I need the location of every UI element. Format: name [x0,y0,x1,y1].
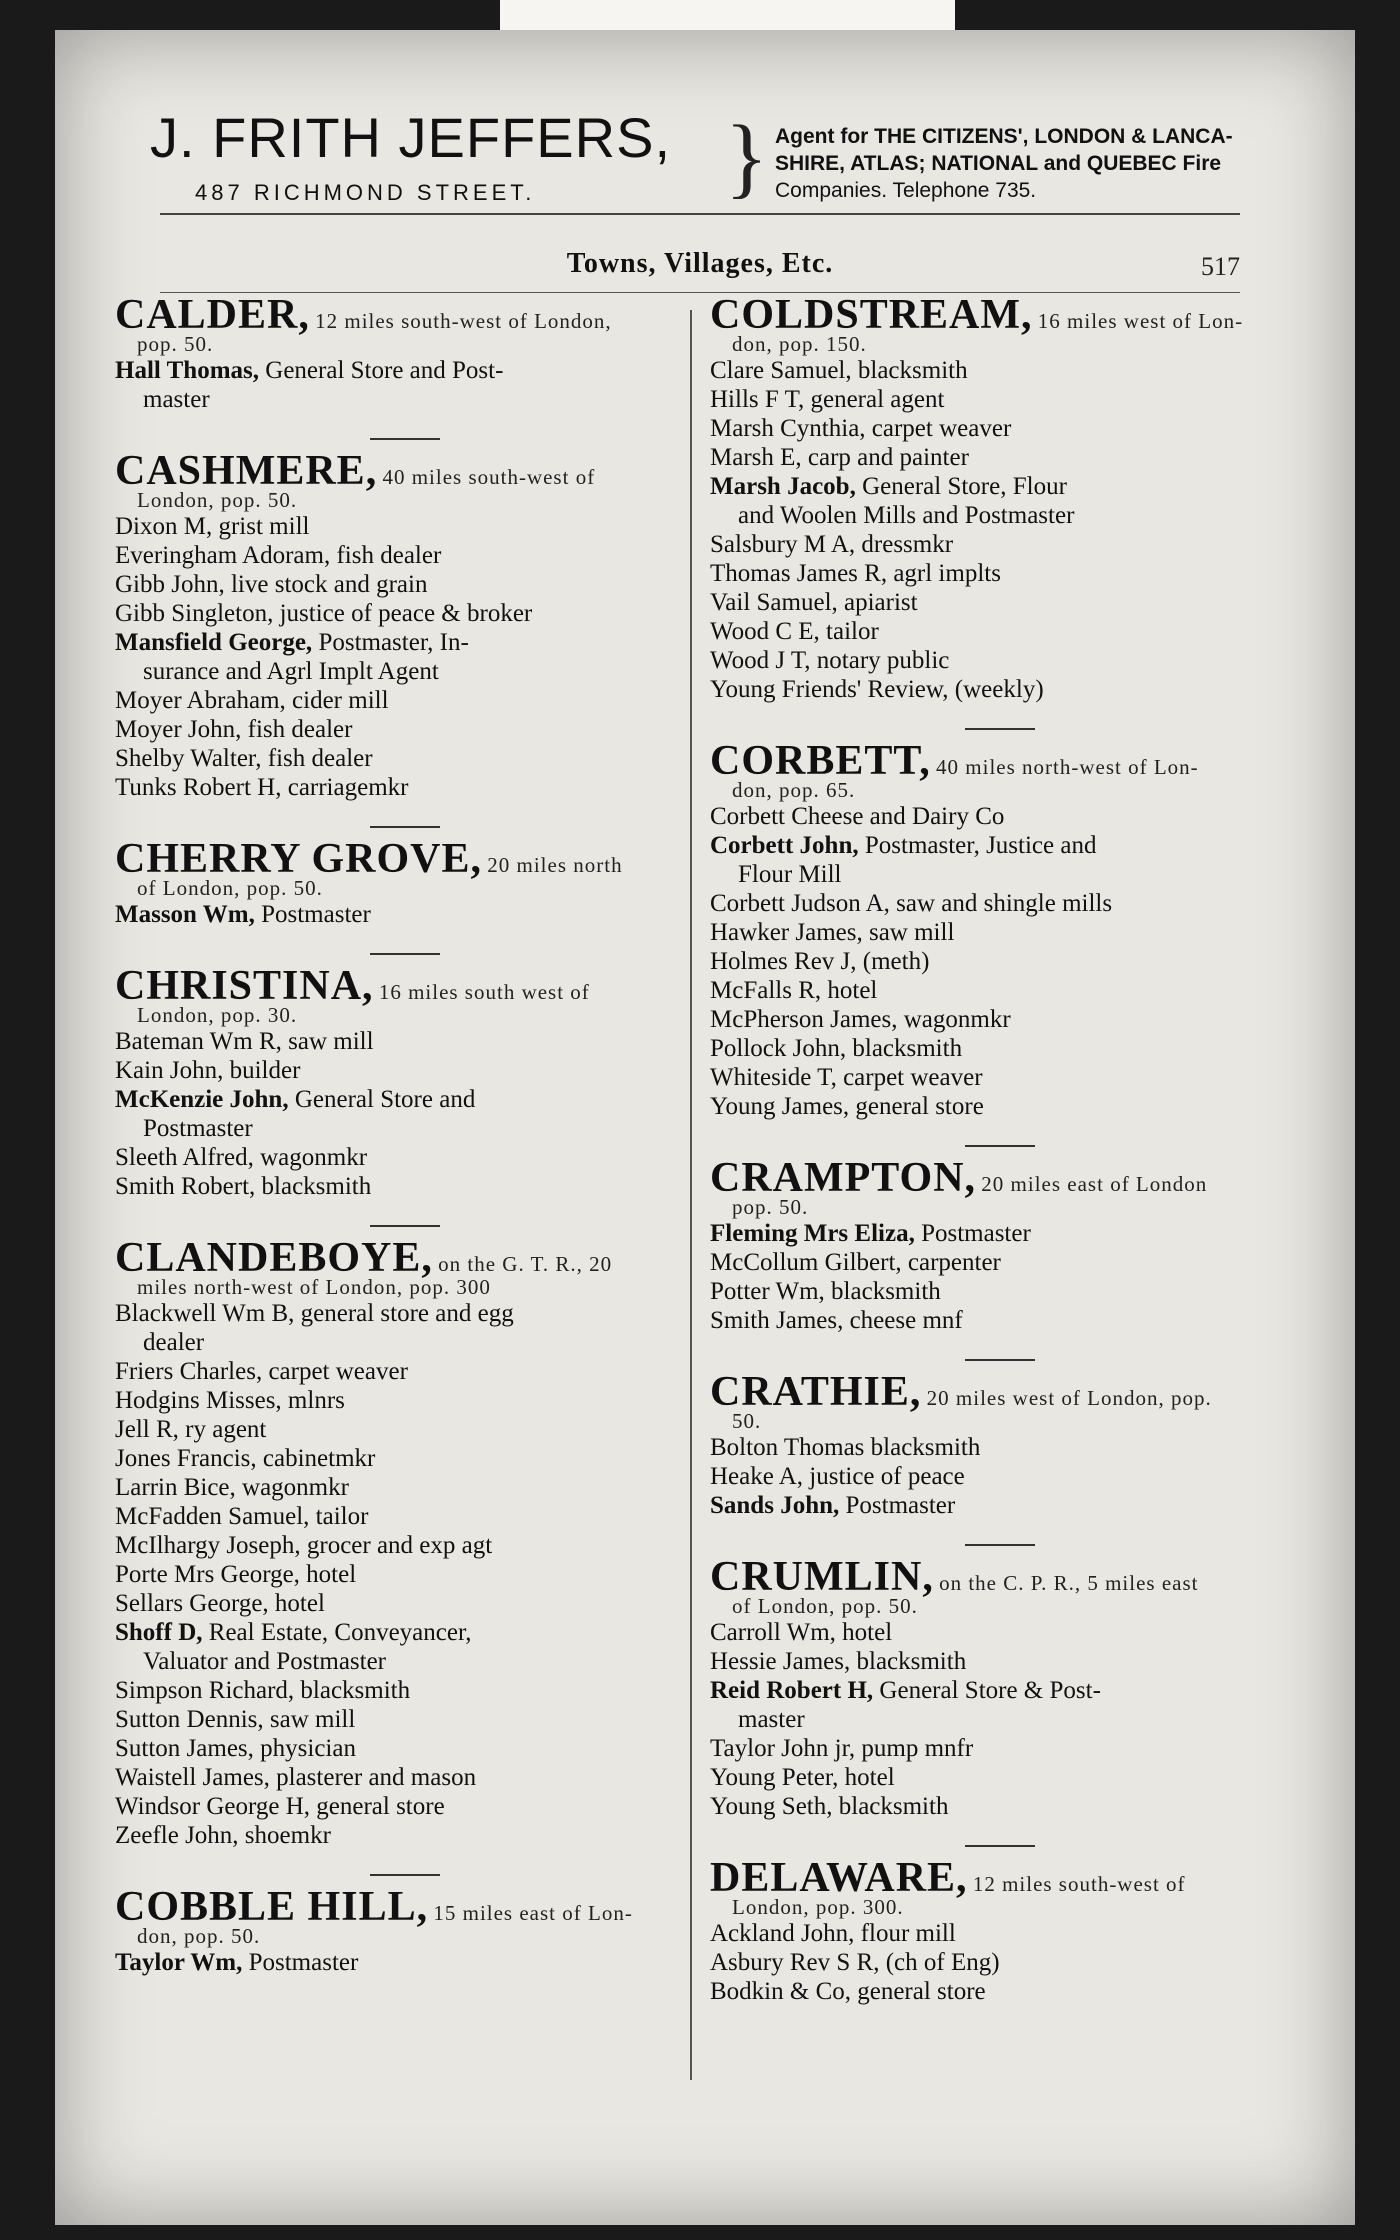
listing-line [710,1919,1290,1948]
listing-line [710,1219,1290,1248]
entry-separator [370,438,440,440]
listing-line [710,414,1290,443]
listing-text: Gibb Singleton, justice of peace & broker [115,600,533,627]
listing-line [710,947,1290,976]
listing-text: Postmaster, In- [312,629,469,656]
town-name: CRATHIE, [710,1369,922,1415]
brace-icon: } [725,108,769,207]
town-heading [710,1554,1290,1618]
listing-text: Tunks Robert H, carriagemkr [115,774,409,801]
town-description: 16 miles west of Lon- [1037,309,1244,333]
listing-line [710,1734,1290,1763]
left-column [115,292,695,1981]
entry-separator [965,1544,1035,1546]
listing-text: Heake A, justice of peace [710,1463,965,1490]
listing-line [710,1676,1290,1705]
listing-line [710,1948,1290,1977]
listing-text: Postmaster [914,1220,1031,1247]
listing-line [710,1792,1290,1821]
listing-line [710,1092,1290,1121]
listing-text: Thomas James R, agrl implts [710,560,1001,587]
advertiser-name: J. FRITH JEFFERS, [150,106,671,169]
listing-text: General Store & Post- [873,1677,1101,1704]
town-entry [710,1155,1290,1335]
listing-line [115,1618,695,1647]
listing-text: Zeefle John, shoemkr [115,1822,331,1849]
town-name: CHERRY GROVE, [115,836,482,882]
entry-separator [965,1145,1035,1147]
listing-line [115,1085,695,1114]
listing-text: Marsh Cynthia, carpet weaver [710,415,1012,442]
listing-text: McCollum Gilbert, carpenter [710,1249,1001,1276]
listing-text: Vail Samuel, apiarist [710,589,918,616]
listing-line [115,1502,695,1531]
listing-name-bold: Masson Wm, [115,901,255,928]
listing-text: Sleeth Alfred, wagonmkr [115,1144,368,1171]
listing-line [710,1248,1290,1277]
listing-line [710,617,1290,646]
town-name: CRUMLIN, [710,1554,934,1600]
listing-text: Blackwell Wm B, general store and egg [115,1300,514,1327]
listing-name-bold: Marsh Jacob, [710,473,856,500]
town-description: on the C. P. R., 5 miles east [939,1571,1199,1595]
running-head-title: Towns, Villages, Etc. [566,248,834,279]
listing-line [115,570,695,599]
listing-line [115,715,695,744]
listing-text: and Woolen Mills and Postmaster [738,502,1075,529]
listing-text: Sutton James, physician [115,1735,356,1762]
listing-line [115,1143,695,1172]
town-description: 20 miles north [487,853,623,877]
town-population: 50. [732,1409,762,1433]
listing-name-bold: McKenzie John, [115,1086,289,1113]
listing-text: Asbury Rev S R, (ch of Eng) [710,1949,1000,1976]
listing-line [115,512,695,541]
listing-text: Carroll Wm, hotel [710,1619,893,1646]
listing-text: Postmaster, Justice and [858,832,1097,859]
listing-text: Hawker James, saw mill [710,919,955,946]
listing-text: Smith James, cheese mnf [710,1307,963,1334]
listing-line [115,356,695,385]
town-description: on the G. T. R., 20 [438,1252,613,1276]
listing-line [115,1647,695,1676]
listing-text: McPherson James, wagonmkr [710,1006,1011,1033]
listing-line [710,1491,1290,1520]
listing-text: Valuator and Postmaster [143,1648,387,1675]
listing-text: Marsh E, carp and painter [710,444,969,471]
listing-line [115,628,695,657]
town-description: 40 miles south-west of [382,465,596,489]
listing-line [710,1618,1290,1647]
listing-text: Bodkin & Co, general store [710,1978,986,2005]
listing-text: Salsbury M A, dressmkr [710,531,954,558]
listing-line [115,1386,695,1415]
listing-line [710,1034,1290,1063]
listing-line [710,1005,1290,1034]
town-population: don, pop. 65. [732,778,856,802]
listing-line [710,1705,1290,1734]
listing-text: master [143,386,210,413]
listing-text: Whiteside T, carpet weaver [710,1064,983,1091]
entry-separator [370,953,440,955]
listing-text: Smith Robert, blacksmith [115,1173,372,1200]
listing-text: Postmaster [254,901,371,928]
town-heading [115,1884,695,1948]
town-heading [115,963,695,1027]
listing-line [710,1306,1290,1335]
listing-line [115,385,695,414]
listing-text: Postmaster [242,1949,359,1976]
listing-line [710,1763,1290,1792]
town-name: CRAMPTON, [710,1155,977,1201]
town-heading [710,1369,1290,1433]
listing-text: Hessie James, blacksmith [710,1648,967,1675]
town-heading [710,738,1290,802]
town-name: COBBLE HILL, [115,1884,429,1930]
listing-name-bold: Reid Robert H, [710,1677,874,1704]
listing-line [115,1531,695,1560]
listing-text: McFadden Samuel, tailor [115,1503,369,1530]
listing-text: Postmaster [839,1492,956,1519]
town-entry [115,1884,695,1977]
listing-text: Corbett Judson A, saw and shingle mills [710,890,1113,917]
listing-line [115,900,695,929]
town-population: London, pop. 300. [732,1895,904,1919]
listing-text: Gibb John, live stock and grain [115,571,428,598]
entry-separator [965,1359,1035,1361]
listing-line [115,1299,695,1328]
agent-line-1: Agent for THE CITIZENS', LONDON & LANCA- [775,125,1233,148]
town-entry [710,738,1290,1121]
listing-line [115,1705,695,1734]
listing-name-bold: Shoff D, [115,1619,203,1646]
town-heading [115,292,695,356]
listing-line [710,1977,1290,2006]
town-entry [710,292,1290,704]
listing-text: Young Seth, blacksmith [710,1793,949,1820]
town-heading [710,292,1290,356]
town-population: of London, pop. 50. [732,1594,918,1618]
listing-line [115,744,695,773]
listing-name-bold: Mansfield George, [115,629,313,656]
listing-line [115,1589,695,1618]
town-population: of London, pop. 50. [137,876,323,900]
listing-line [710,1063,1290,1092]
header-rule [160,213,1240,215]
entry-separator [965,728,1035,730]
town-name: CLANDEBOYE, [115,1235,433,1281]
listing-line [115,686,695,715]
listing-line [115,1172,695,1201]
listing-line [115,1357,695,1386]
town-name: CASHMERE, [115,448,378,494]
town-population: pop. 50. [732,1195,809,1219]
listing-text: Wood C E, tailor [710,618,879,645]
listing-text: Porte Mrs George, hotel [115,1561,357,1588]
listing-line [115,1560,695,1589]
listing-name-bold: Sands John, [710,1492,840,1519]
listing-text: General Store and Post- [259,357,504,384]
running-head-rule [160,292,1240,293]
town-description: 12 miles south-west of London, [315,309,612,333]
town-heading [115,836,695,900]
listing-text: McIlhargy Joseph, grocer and exp agt [115,1532,493,1559]
town-population: miles north-west of London, pop. 300 [137,1275,491,1299]
town-heading [115,448,695,512]
listing-text: Sellars George, hotel [115,1590,325,1617]
town-entry [115,1235,695,1850]
town-heading [710,1155,1290,1219]
listing-text: Jones Francis, cabinetmkr [115,1445,376,1472]
town-entry [115,292,695,414]
listing-text: Real Estate, Conveyancer, [202,1619,472,1646]
listing-text: General Store and [288,1086,476,1113]
listing-line [710,918,1290,947]
listing-line [710,802,1290,831]
listing-text: Bolton Thomas blacksmith [710,1434,981,1461]
town-population: don, pop. 50. [137,1924,261,1948]
listing-line [710,588,1290,617]
listing-text: Moyer Abraham, cider mill [115,687,389,714]
listing-line [115,1821,695,1850]
town-description: 15 miles east of Lon- [433,1901,633,1925]
listing-text: Bateman Wm R, saw mill [115,1028,374,1055]
listing-name-bold: Corbett John, [710,832,859,859]
town-entry [115,963,695,1201]
listing-line [115,541,695,570]
town-name: CORBETT, [710,738,931,784]
listing-text: Hodgins Misses, mlnrs [115,1387,345,1414]
listing-line [710,1462,1290,1491]
listing-line [115,1056,695,1085]
town-entry [710,1554,1290,1821]
listing-text: Flour Mill [738,861,842,888]
listing-line [115,1734,695,1763]
listing-line [115,1328,695,1357]
town-description: 16 miles south west of [378,980,590,1004]
town-population: London, pop. 50. [137,488,298,512]
running-head [160,248,1240,288]
town-name: DELAWARE, [710,1855,968,1901]
town-name: COLDSTREAM, [710,292,1033,338]
listing-line [710,472,1290,501]
advertiser-services [775,123,1245,204]
listing-text: Hills F T, general agent [710,386,945,413]
listing-text: Pollock John, blacksmith [710,1035,963,1062]
agent-line-3: Companies. Telephone 735. [775,179,1037,202]
town-description: 12 miles south-west of [972,1872,1186,1896]
listing-line [115,1763,695,1792]
town-population: pop. 50. [137,332,214,356]
listing-line [710,356,1290,385]
entry-separator [965,1845,1035,1847]
listing-line [710,443,1290,472]
listing-text: Clare Samuel, blacksmith [710,357,968,384]
listing-text: McFalls R, hotel [710,977,878,1004]
town-entry [115,448,695,802]
listing-line [710,976,1290,1005]
listing-line [710,831,1290,860]
listing-text: Jell R, ry agent [115,1416,267,1443]
listing-text: Potter Wm, blacksmith [710,1278,941,1305]
town-name: CHRISTINA, [115,963,374,1009]
listing-text: Holmes Rev J, (meth) [710,948,930,975]
listing-line [710,675,1290,704]
listing-line [115,1444,695,1473]
town-entry [710,1369,1290,1520]
listing-text: Young James, general store [710,1093,984,1120]
listing-line [115,1948,695,1977]
listing-name-bold: Fleming Mrs Eliza, [710,1220,915,1247]
listing-text: Windsor George H, general store [115,1793,445,1820]
listing-line [710,530,1290,559]
listing-line [710,646,1290,675]
listing-text: surance and Agrl Implt Agent [143,658,439,685]
listing-text: Everingham Adoram, fish dealer [115,542,442,569]
listing-line [710,1433,1290,1462]
advertiser-address: 487 RICHMOND STREET. [195,180,536,205]
listing-line [115,773,695,802]
advertisement-header [95,85,1245,220]
listing-line [115,599,695,628]
town-entry [115,836,695,929]
listing-text: Simpson Richard, blacksmith [115,1677,411,1704]
listing-text: Waistell James, plasterer and mason [115,1764,477,1791]
listing-text: Sutton Dennis, saw mill [115,1706,356,1733]
listing-text: Young Peter, hotel [710,1764,895,1791]
page-number: 517 [1201,252,1240,281]
right-column [710,292,1290,2010]
listing-name-bold: Hall Thomas, [115,357,260,384]
town-heading [710,1855,1290,1919]
listing-text: dealer [143,1329,205,1356]
town-heading [115,1235,695,1299]
listing-text: Dixon M, grist mill [115,513,310,540]
listing-text: Young Friends' Review, (weekly) [710,676,1044,703]
listing-text: Friers Charles, carpet weaver [115,1358,408,1385]
listing-text: Ackland John, flour mill [710,1920,956,1947]
listing-text: Shelby Walter, fish dealer [115,745,373,772]
town-population: don, pop. 150. [732,332,867,356]
town-name: CALDER, [115,292,310,338]
listing-line [115,1027,695,1056]
listing-line [710,385,1290,414]
listing-line [710,1277,1290,1306]
listing-line [115,1792,695,1821]
listing-line [710,860,1290,889]
listing-text: master [738,1706,805,1733]
town-description: 40 miles north-west of Lon- [936,755,1199,779]
town-description: 20 miles east of London [981,1172,1208,1196]
entry-separator [370,826,440,828]
listing-line [710,501,1290,530]
listing-line [115,657,695,686]
listing-text: Larrin Bice, wagonmkr [115,1474,349,1501]
listing-text: Moyer John, fish dealer [115,716,353,743]
listing-text: Taylor John jr, pump mnfr [710,1735,974,1762]
entry-separator [370,1225,440,1227]
listing-line [115,1676,695,1705]
listing-text: Postmaster [143,1115,253,1142]
agent-line-2: SHIRE, ATLAS; NATIONAL and QUEBEC Fire [775,152,1222,175]
listing-line [115,1473,695,1502]
listing-text: Wood J T, notary public [710,647,950,674]
town-population: London, pop. 30. [137,1003,298,1027]
entry-separator [370,1874,440,1876]
listing-text: Corbett Cheese and Dairy Co [710,803,1005,830]
listing-line [710,1647,1290,1676]
town-entry [710,1855,1290,2006]
listing-text: Kain John, builder [115,1057,301,1084]
listing-line [115,1114,695,1143]
listing-line [710,559,1290,588]
listing-text: General Store, Flour [855,473,1067,500]
town-description: 20 miles west of London, pop. [926,1386,1212,1410]
listing-line [710,889,1290,918]
listing-line [115,1415,695,1444]
listing-name-bold: Taylor Wm, [115,1949,243,1976]
